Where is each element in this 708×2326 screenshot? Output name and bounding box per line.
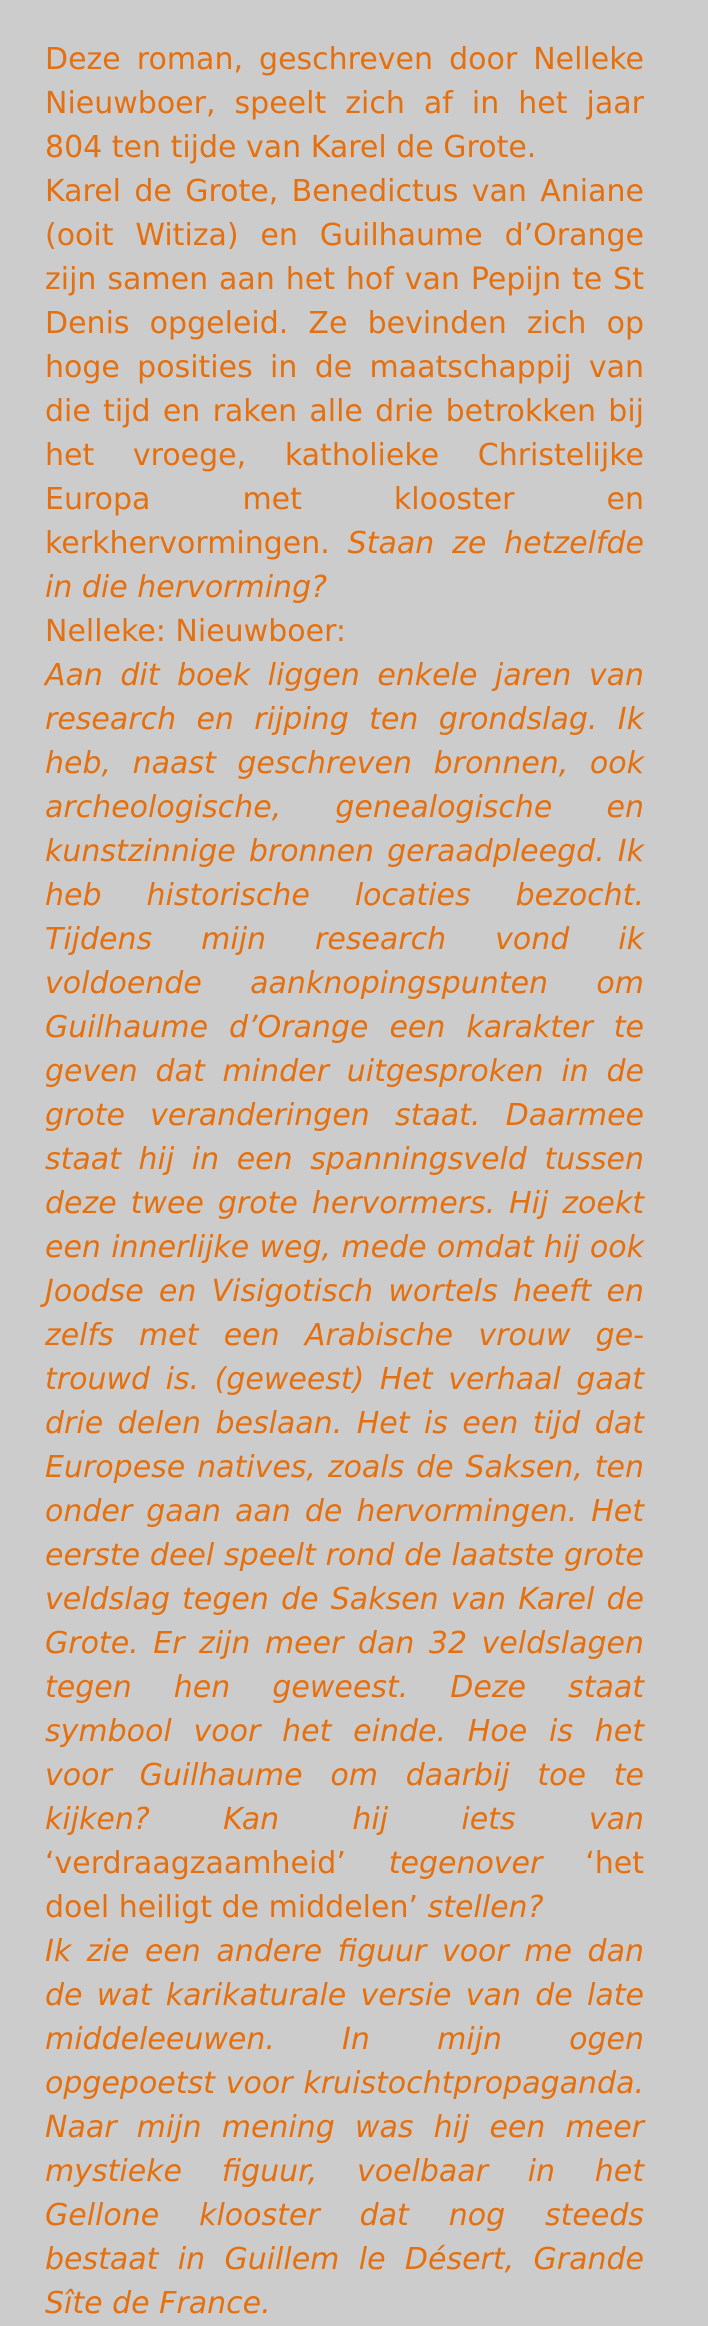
intro-paragraph-2	[45, 170, 644, 610]
speaker-label: Nelleke: Nieuwboer:	[45, 614, 346, 649]
answer-paragraph-2: Ik zie een andere figuur voor me dan de wat karikaturale versie van de late middeleeuwen. In mijn ogen opgepoetst voor kruistochtpropaganda. Naar mijn mening was hij een meer mystieke figuur, voelbaar in het Gellone klooster dat nog steeds bestaat in Guillem le Désert, Grande Sîte de France.	[45, 1934, 644, 2321]
intro-question: Staan ze hetzelfde in die hervorming?	[45, 526, 644, 605]
answer-1-quote-1: ‘verdraagzaamheid’	[45, 1846, 346, 1881]
answer-paragraph-1	[45, 654, 644, 1930]
answer-1-main: Aan dit boek liggen enkele jaren van research en rijping ten grondslag. Ik heb, naast geschreven bronnen, ook archeologische, genealogische en kunstzinnige bronnen geraadpleegd. Ik heb historische locaties bezocht. Tijdens mijn research vond ik voldoende aanknopingspunten om Guilhaume d’Orange een karakter te geven dat minder uitgesproken in de grote veranderingen staat. Daarmee staat hij in een spanningsveld tussen deze twee grote hervormers. Hij zoekt een innerlijke weg, mede omdat hij ook Joodse en Visigotisch wortels heeft en zelfs met een Arabische vrouw getrouwd is. (geweest) Het verhaal gaat drie delen beslaan. Het is een tijd dat Europese natives, zoals de Saksen, ten onder gaan aan de hervormingen. Het eerste deel speelt rond de laatste grote veldslag tegen de Saksen van Karel de Grote. Er zijn meer dan 32 veldslagen tegen hen geweest. Deze staat symbool voor het einde. Hoe is het voor Guilhaume om daarbij toe te kijken? Kan hij iets van	[45, 658, 644, 1837]
answer-1-middle: tegenover	[388, 1846, 543, 1881]
answer-1-end: stellen?	[427, 1890, 544, 1925]
intro-paragraph-2-text: Karel de Grote, Benedictus van Aniane (ooit Witiza) en Guilhaume d’Orange zijn samen aan het hof van Pepijn te St Denis opgeleid. Ze bevinden zich op hoge posities in de maatschappij van die tijd en raken alle drie betrokken bij het vroege, katholieke Christelijke Europa met klooster en kerkhervormingen.	[45, 174, 644, 561]
intro-paragraph-1: Deze roman, geschreven door Nelleke Nieuwboer, speelt zich af in het jaar 804 ten tijde van Karel de Grote.	[45, 42, 644, 165]
answer-1-quote-2: ‘het doel heiligt de middelen’	[45, 1846, 644, 1925]
article-text	[45, 38, 644, 2326]
